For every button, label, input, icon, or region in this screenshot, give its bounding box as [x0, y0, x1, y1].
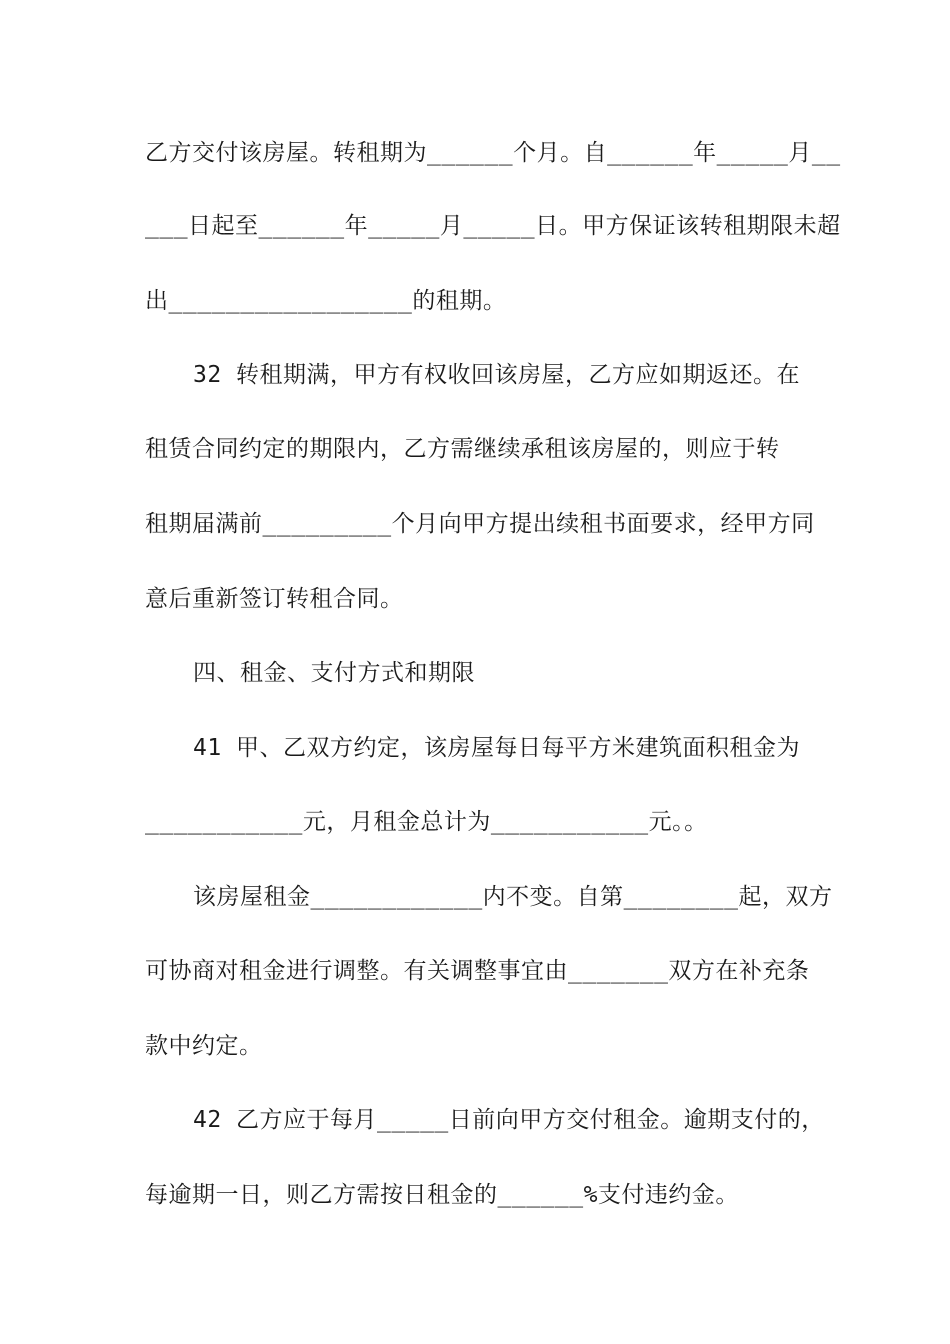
- paragraph-start-line: 32 转租期满，甲方有权收回该房屋，乙方应如期返还。在: [193, 362, 801, 388]
- paragraph-start-line: 42 乙方应于每月_____日前向甲方交付租金。逾期支付的，: [193, 1107, 825, 1133]
- text-line: 租赁合同约定的期限内，乙方需继续承租该房屋的，则应于转: [145, 436, 780, 462]
- text-line: 租期届满前_________个月向甲方提出续租书面要求，经甲方同: [145, 511, 815, 537]
- text-line: ___日起至______年_____月_____日。甲方保证该转租期限未超: [145, 213, 841, 239]
- section-heading: 四、租金、支付方式和期限: [193, 660, 475, 686]
- text-line: 出_________________的租期。: [145, 288, 507, 314]
- text-line: 意后重新签订转租合同。: [145, 586, 404, 612]
- text-line: 可协商对租金进行调整。有关调整事宜由_______双方在补充条: [145, 958, 810, 984]
- text-line: ___________元，月租金总计为___________元。。: [145, 809, 708, 835]
- text-line: 款中约定。: [145, 1033, 263, 1059]
- paragraph-start-line: 该房屋租金____________内不变。自第________起，双方: [193, 884, 833, 910]
- text-line: 乙方交付该房屋。转租期为______个月。自______年_____月__: [145, 140, 841, 166]
- text-line: 每逾期一日，则乙方需按日租金的______%支付违约金。: [145, 1182, 739, 1208]
- paragraph-start-line: 41 甲、乙双方约定，该房屋每日每平方米建筑面积租金为: [193, 735, 801, 761]
